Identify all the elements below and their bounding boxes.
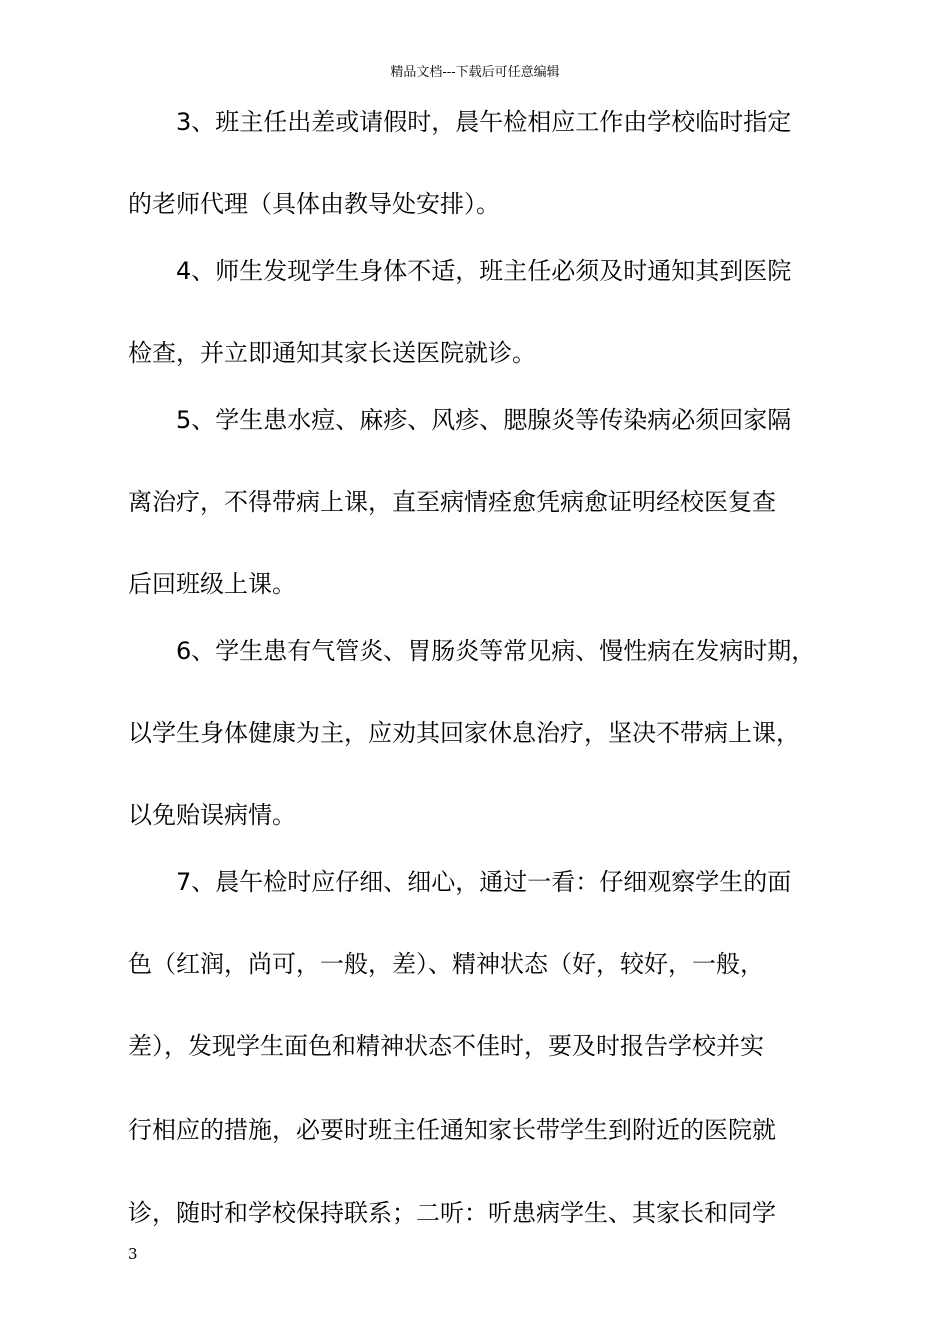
text-line: 离治疗，不得带病上课，直至病情痊愈凭病愈证明经校医复查 [128,488,776,516]
text-line: 诊，随时和学校保持联系；二听：听患病学生、其家长和同学 [128,1199,776,1227]
page-header: 精品文档---下载后可任意编辑 [390,65,560,80]
text-line: 以免贻误病情。 [128,801,296,829]
text-line: 5、学生患水痘、麻疹、风疹、腮腺炎等传染病必须回家隔 [128,406,792,434]
text-line: 3、班主任出差或请假时，晨午检相应工作由学校临时指定 [128,108,792,136]
text-line: 行相应的措施，必要时班主任通知家长带学生到附近的医院就 [128,1116,776,1144]
text-line: 的老师代理（具体由教导处安排）。 [128,190,500,218]
text-line: 后回班级上课。 [128,570,296,598]
text-line: 6、学生患有气管炎、胃肠炎等常见病、慢性病在发病时期， [128,637,816,665]
text-line: 色（红润，尚可，一般，差）、精神状态（好，较好，一般， [128,950,764,978]
page-number: 3 [128,1245,138,1263]
text-line: 差），发现学生面色和精神状态不佳时，要及时报告学校并实 [128,1032,764,1060]
text-line: 7、晨午检时应仔细、细心，通过一看：仔细观察学生的面 [128,868,792,896]
text-line: 以学生身体健康为主，应劝其回家休息治疗，坚决不带病上课， [128,719,800,747]
text-line: 4、师生发现学生身体不适，班主任必须及时通知其到医院 [128,257,792,285]
text-line: 检查，并立即通知其家长送医院就诊。 [128,339,536,367]
